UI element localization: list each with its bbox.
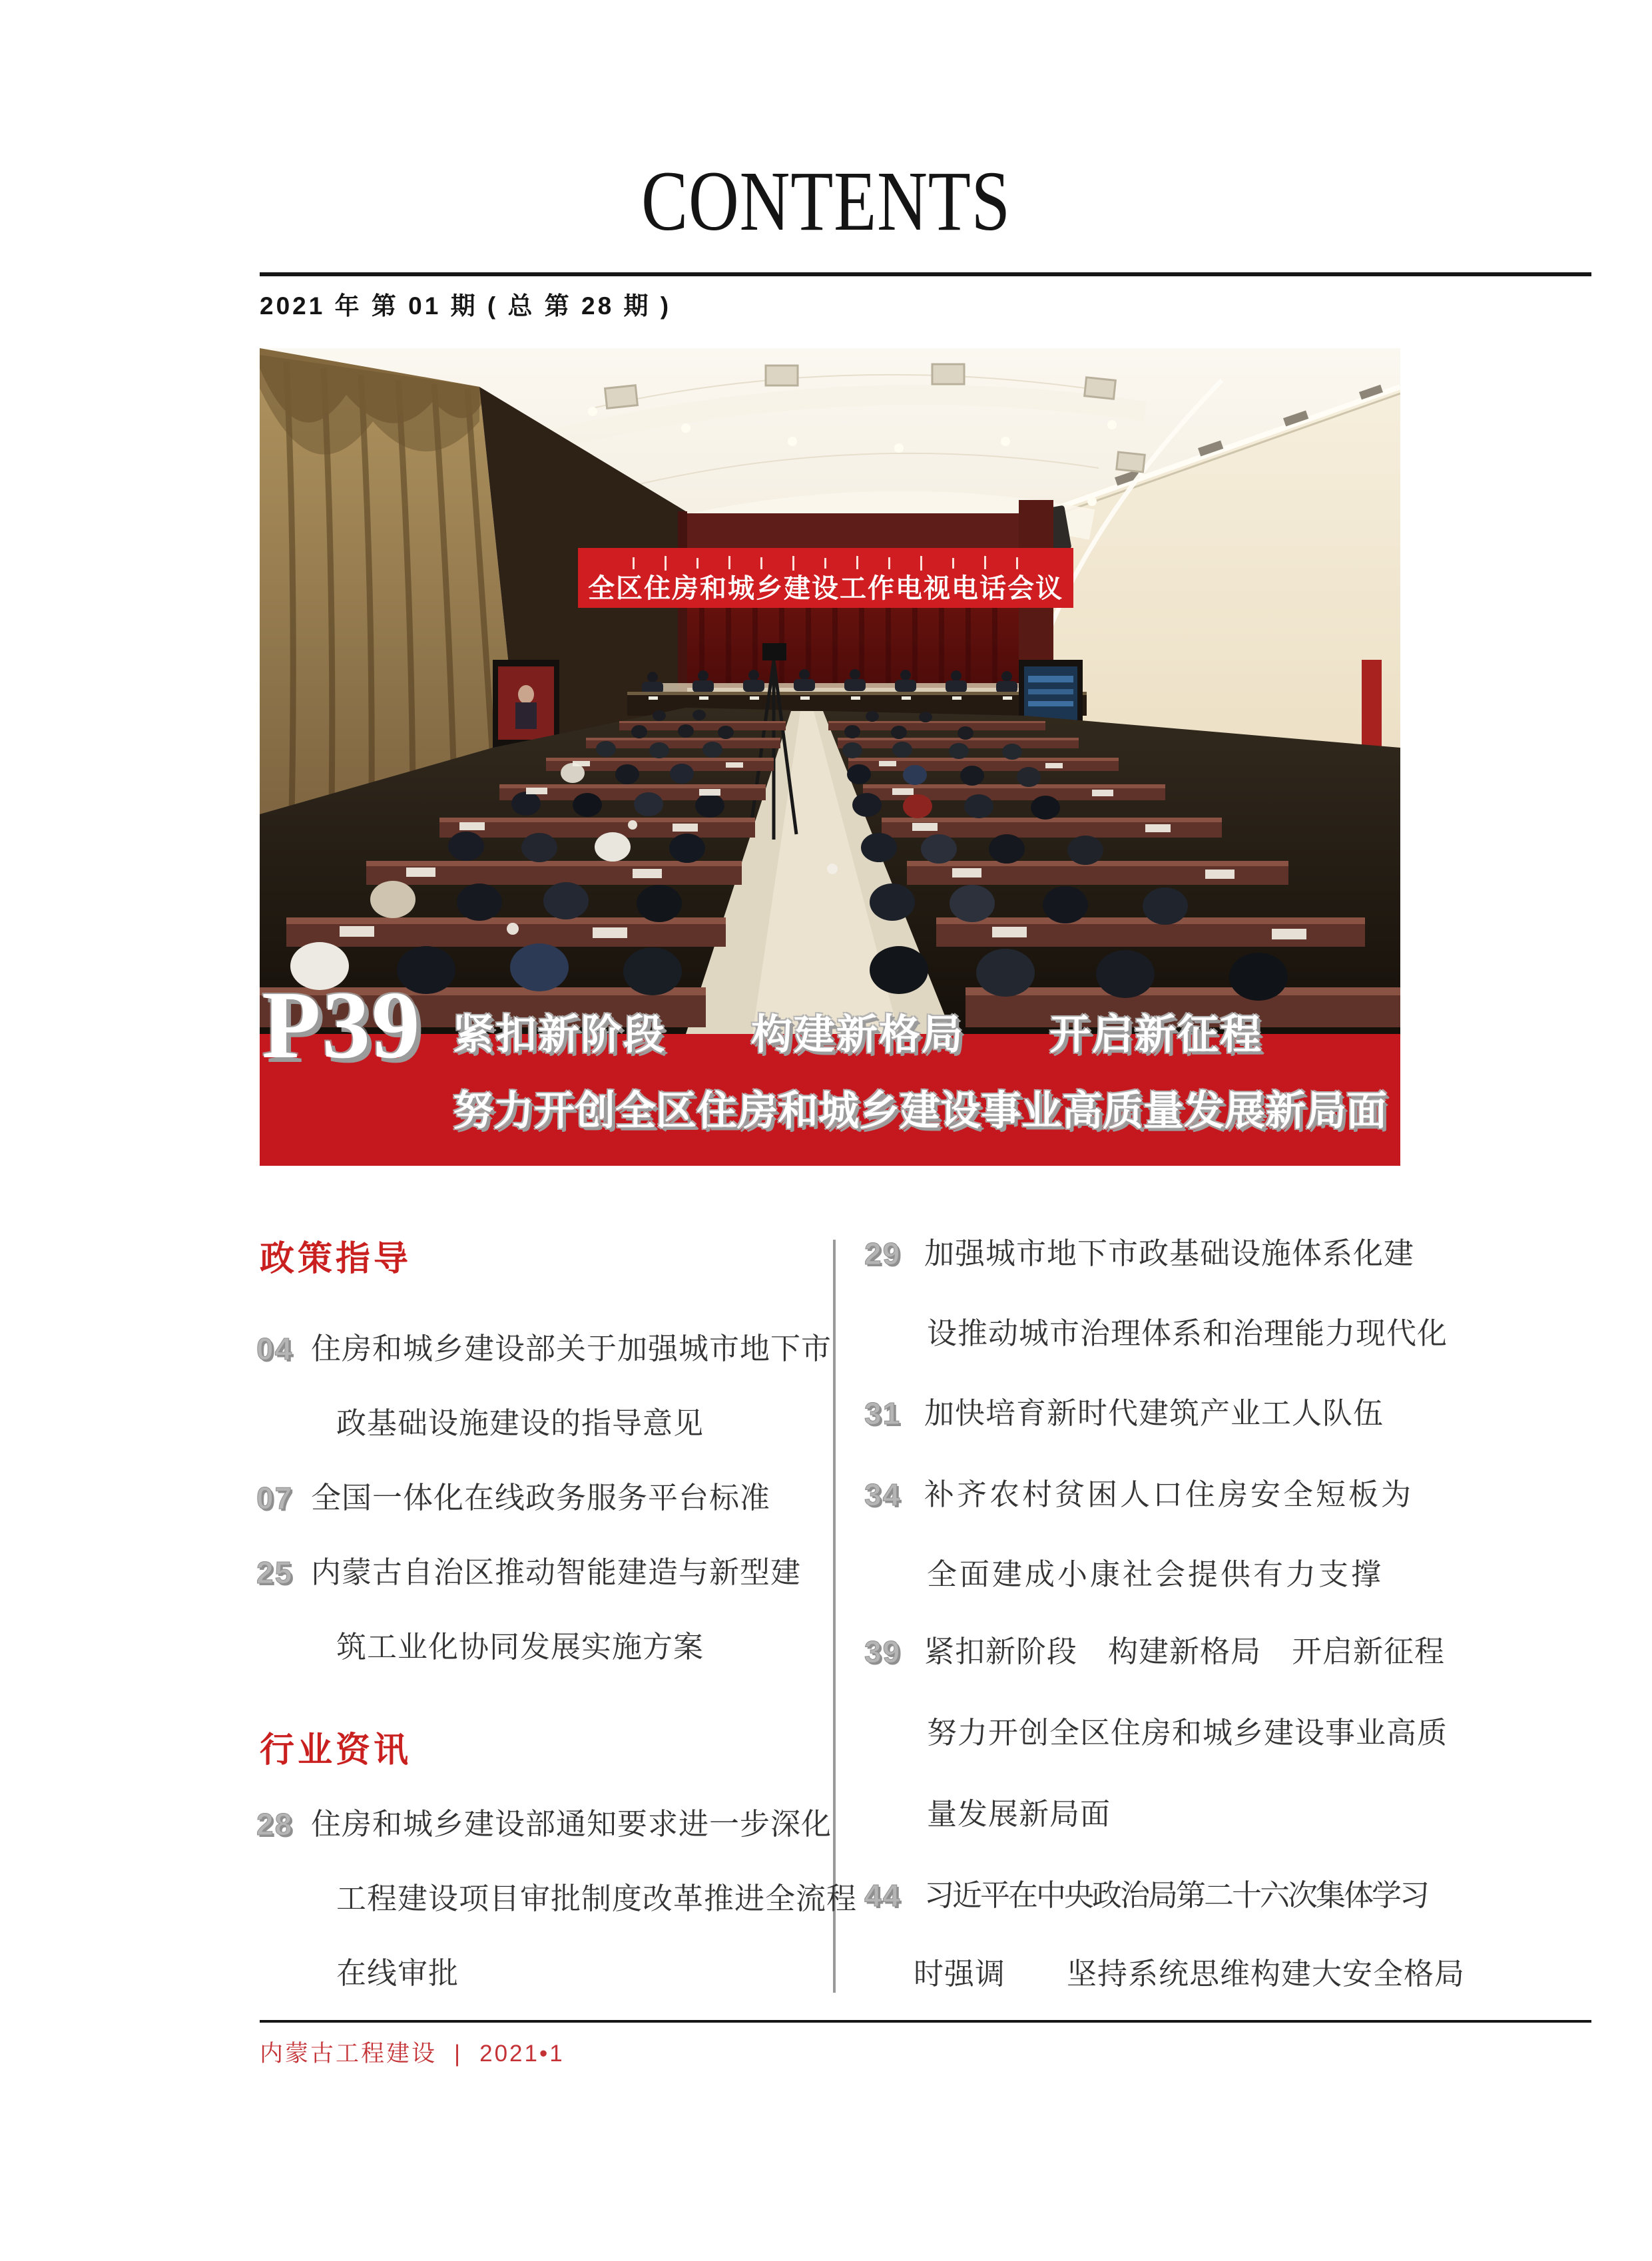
toc-entry-line[interactable]: 住房和城乡建设部通知要求进一步深化 [311, 1807, 832, 1841]
toc-entry-line[interactable]: 政基础设施建设的指导意见 [336, 1406, 704, 1440]
column-divider [833, 1240, 836, 1993]
footer-journal-name: 内蒙古工程建设 [260, 2041, 437, 2067]
toc-entry-line[interactable]: 内蒙古自治区推动智能建造与新型建 [311, 1555, 802, 1589]
conference-hall-photo [260, 348, 1400, 1034]
page-number: 07 [256, 1481, 294, 1515]
toc-entry-line[interactable]: 加强城市地下市政基础设施体系化建 [924, 1236, 1415, 1270]
toc-entry-line[interactable]: 量发展新局面 [927, 1797, 1111, 1831]
footer-issue: 2021•1 [479, 2041, 565, 2067]
footer [260, 2040, 565, 2068]
toc-entry-line[interactable]: 在线审批 [336, 1956, 459, 1990]
toc-entry-line[interactable]: 补齐农村贫困人口住房安全短板为 [924, 1477, 1414, 1511]
toc-entry-line[interactable]: 加快培育新时代建筑产业工人队伍 [924, 1396, 1384, 1430]
page-number: 44 [864, 1878, 902, 1913]
toc-entry-line[interactable]: 全面建成小康社会提供有力支撑 [927, 1557, 1384, 1591]
feature-title-line1: 紧扣新阶段 构建新格局 开启新征程 [453, 1012, 1263, 1058]
toc-entry-line[interactable]: 全国一体化在线政务服务平台标准 [311, 1481, 771, 1515]
page-number: 31 [864, 1396, 902, 1431]
toc-entry-line[interactable]: 工程建设项目审批制度改革推进全流程 [336, 1882, 858, 1915]
page-number: 28 [256, 1807, 294, 1842]
wall-red-panel [1362, 660, 1382, 748]
page-number: 39 [864, 1634, 902, 1669]
footer-separator: | [454, 2041, 463, 2067]
toc-entry-line[interactable]: 住房和城乡建设部关于加强城市地下市 [311, 1332, 832, 1366]
issue-number: 2021 年 第 01 期 ( 总 第 28 期 ) [260, 292, 672, 320]
toc-entry-line[interactable]: 时强调 坚持系统思维构建大安全格局 [914, 1957, 1466, 1991]
page-number: 29 [864, 1236, 902, 1271]
feature-page-label: P39 [262, 972, 421, 1079]
section-header-industry: 行业资讯 [260, 1731, 412, 1770]
page-number: 25 [256, 1555, 294, 1590]
banner-text: 全区住房和城乡建设工作电视电话会议 [588, 574, 1063, 603]
toc-entry-line[interactable]: 筑工业化协同发展实施方案 [336, 1630, 704, 1664]
stage-banner [578, 548, 1073, 608]
section-header-policy: 政策指导 [260, 1240, 412, 1278]
header-rule [260, 272, 1591, 276]
toc-entry-line[interactable]: 设推动城市治理体系和治理能力现代化 [927, 1316, 1448, 1350]
page-number: 34 [864, 1477, 902, 1512]
footer-rule [260, 2020, 1591, 2023]
page-number: 04 [256, 1332, 294, 1366]
feature-title-line2: 努力开创全区住房和城乡建设事业高质量发展新局面 [453, 1088, 1388, 1133]
toc-entry-line[interactable]: 习近平在中央政治局第二十六次集体学习 [924, 1878, 1428, 1912]
page-title: CONTENTS [641, 154, 1011, 248]
toc-entry-line[interactable]: 紧扣新阶段 构建新格局 开启新征程 [924, 1634, 1446, 1668]
toc-entry-line[interactable]: 努力开创全区住房和城乡建设事业高质 [927, 1716, 1448, 1750]
